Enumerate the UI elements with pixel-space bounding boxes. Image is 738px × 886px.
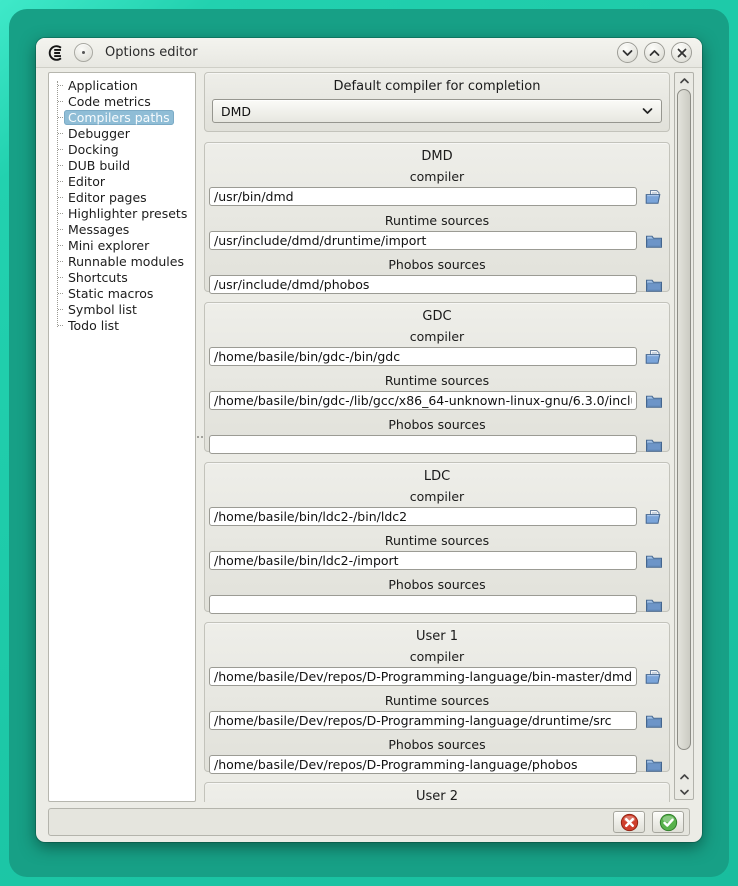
browse-button[interactable]	[642, 755, 665, 775]
sidebar-item-label: Mini explorer	[68, 237, 150, 253]
sidebar-item-label: Shortcuts	[68, 269, 128, 285]
sidebar-item-label: Runnable modules	[68, 253, 184, 269]
field-label: compiler	[409, 329, 465, 344]
group-title: DMD	[421, 149, 453, 164]
combobox-value: DMD	[221, 103, 252, 119]
sidebar-item[interactable]	[58, 93, 193, 109]
close-button[interactable]	[671, 42, 692, 63]
sidebar-item[interactable]	[58, 141, 193, 157]
categories-panel	[48, 72, 196, 802]
shade-button[interactable]	[617, 42, 638, 63]
group-title: User 1	[415, 629, 459, 644]
path-input[interactable]	[209, 551, 637, 570]
accept-check-circle-icon	[659, 813, 678, 832]
sidebar-item-label: Debugger	[68, 125, 130, 141]
chevron-up-icon	[649, 49, 660, 57]
file-open-icon	[645, 349, 663, 365]
splitter-grip-icon	[197, 436, 199, 438]
default-compiler-combobox[interactable]	[212, 99, 662, 123]
sidebar-item[interactable]	[58, 237, 193, 253]
field-label: Runtime sources	[384, 693, 490, 708]
browse-button[interactable]	[642, 391, 665, 411]
browse-button[interactable]	[642, 551, 665, 571]
splitter-handle[interactable]	[196, 72, 204, 802]
compiler-group	[204, 142, 670, 292]
close-x-icon	[677, 48, 687, 58]
path-field	[205, 373, 669, 411]
path-field	[205, 213, 669, 251]
folder-icon	[645, 553, 663, 569]
sidebar-item-label: Editor	[68, 173, 105, 189]
path-input[interactable]	[209, 595, 637, 614]
path-field	[205, 693, 669, 731]
folder-icon	[645, 437, 663, 453]
field-label: Phobos sources	[388, 257, 486, 272]
field-label: compiler	[409, 489, 465, 504]
file-open-icon	[645, 669, 663, 685]
cancel-button[interactable]	[613, 811, 645, 833]
path-field	[205, 489, 669, 527]
sidebar-item[interactable]	[58, 285, 193, 301]
field-label: Runtime sources	[384, 533, 490, 548]
group-title: Default compiler for completion	[333, 79, 541, 94]
folder-icon	[645, 277, 663, 293]
sidebar-item[interactable]	[58, 189, 193, 205]
compiler-group	[204, 302, 670, 452]
group-title: User 2	[415, 789, 459, 802]
compiler-group	[204, 782, 670, 802]
field-label: Phobos sources	[388, 417, 486, 432]
browse-button[interactable]	[642, 231, 665, 251]
sidebar-item-label: Docking	[68, 141, 119, 157]
sidebar-item-label: Symbol list	[68, 301, 137, 317]
sidebar-item-label: Editor pages	[68, 189, 147, 205]
chevron-up-icon	[680, 774, 689, 780]
chevron-down-icon	[680, 789, 689, 795]
sidebar-item[interactable]	[58, 157, 193, 173]
path-field	[205, 737, 669, 775]
titlebar-dot-button[interactable]	[74, 43, 93, 62]
scrollbar-track[interactable]	[675, 88, 693, 769]
maximize-button[interactable]	[644, 42, 665, 63]
sidebar-item-label: Highlighter presets	[68, 205, 188, 221]
path-field	[205, 533, 669, 571]
scrollbar-thumb[interactable]	[677, 89, 691, 750]
accept-button[interactable]	[652, 811, 684, 833]
path-input[interactable]	[209, 187, 637, 206]
field-label: compiler	[409, 169, 465, 184]
folder-icon	[645, 713, 663, 729]
sidebar-item[interactable]	[58, 269, 193, 285]
field-label: compiler	[409, 649, 465, 664]
browse-button[interactable]	[642, 435, 665, 455]
sidebar-item[interactable]	[58, 125, 193, 141]
dot-icon	[82, 51, 85, 54]
browse-button[interactable]	[642, 711, 665, 731]
titlebar[interactable]	[36, 38, 702, 68]
cancel-x-circle-icon	[620, 813, 639, 832]
browse-button[interactable]	[642, 347, 665, 367]
dialog-button-bar	[48, 808, 690, 836]
scroll-down-button[interactable]	[675, 784, 693, 799]
sidebar-list	[51, 77, 193, 333]
sidebar-item-label: Compilers paths	[64, 110, 174, 125]
sidebar-item[interactable]	[58, 205, 193, 221]
sidebar-item[interactable]	[58, 109, 193, 125]
coedit-logo-icon	[46, 43, 66, 63]
browse-button[interactable]	[642, 507, 665, 527]
path-input[interactable]	[209, 755, 637, 774]
sidebar-item-label: DUB build	[68, 157, 131, 173]
field-label: Runtime sources	[384, 213, 490, 228]
chevron-down-icon	[622, 49, 633, 57]
scroll-up-button[interactable]	[675, 73, 693, 88]
chevron-down-icon	[642, 107, 653, 115]
path-input[interactable]	[209, 711, 637, 730]
sidebar-item[interactable]	[58, 317, 193, 333]
compilers-paths-page	[204, 70, 670, 802]
sidebar-item-label: Todo list	[68, 317, 120, 333]
browse-button[interactable]	[642, 667, 665, 687]
path-field	[205, 329, 669, 367]
sidebar-item-label: Application	[68, 77, 138, 93]
file-open-icon	[645, 189, 663, 205]
path-input[interactable]	[209, 231, 637, 250]
folder-icon	[645, 393, 663, 409]
folder-icon	[645, 597, 663, 613]
sidebar-item[interactable]	[58, 253, 193, 269]
scroll-up-button-bottom[interactable]	[675, 769, 693, 784]
vertical-scrollbar[interactable]	[674, 72, 694, 800]
window-title: Options editor	[105, 45, 198, 60]
browse-button[interactable]	[642, 595, 665, 615]
path-field	[205, 169, 669, 207]
file-open-icon	[645, 509, 663, 525]
chevron-up-icon	[680, 78, 689, 84]
sidebar-item[interactable]	[58, 301, 193, 317]
path-field	[205, 257, 669, 295]
field-label: Phobos sources	[388, 737, 486, 752]
sidebar-item-label: Code metrics	[68, 93, 151, 109]
options-editor-window	[36, 38, 702, 842]
path-input[interactable]	[209, 435, 637, 454]
sidebar-item[interactable]	[58, 173, 193, 189]
path-input[interactable]	[209, 347, 637, 366]
group-title: GDC	[422, 309, 452, 324]
compiler-group	[204, 462, 670, 612]
default-compiler-group	[204, 72, 670, 132]
group-title: LDC	[423, 469, 451, 484]
browse-button[interactable]	[642, 275, 665, 295]
sidebar-item-label: Messages	[68, 221, 130, 237]
sidebar-item-label: Static macros	[68, 285, 154, 301]
field-label: Phobos sources	[388, 577, 486, 592]
browse-button[interactable]	[642, 187, 665, 207]
compiler-group	[204, 622, 670, 772]
folder-icon	[645, 757, 663, 773]
path-input[interactable]	[209, 391, 637, 410]
path-input[interactable]	[209, 275, 637, 294]
path-field	[205, 417, 669, 455]
path-field	[205, 577, 669, 615]
sidebar-item[interactable]	[58, 221, 193, 237]
path-input[interactable]	[209, 507, 637, 526]
path-input[interactable]	[209, 667, 637, 686]
folder-icon	[645, 233, 663, 249]
field-label: Runtime sources	[384, 373, 490, 388]
path-field	[205, 649, 669, 687]
sidebar-item[interactable]	[58, 77, 193, 93]
